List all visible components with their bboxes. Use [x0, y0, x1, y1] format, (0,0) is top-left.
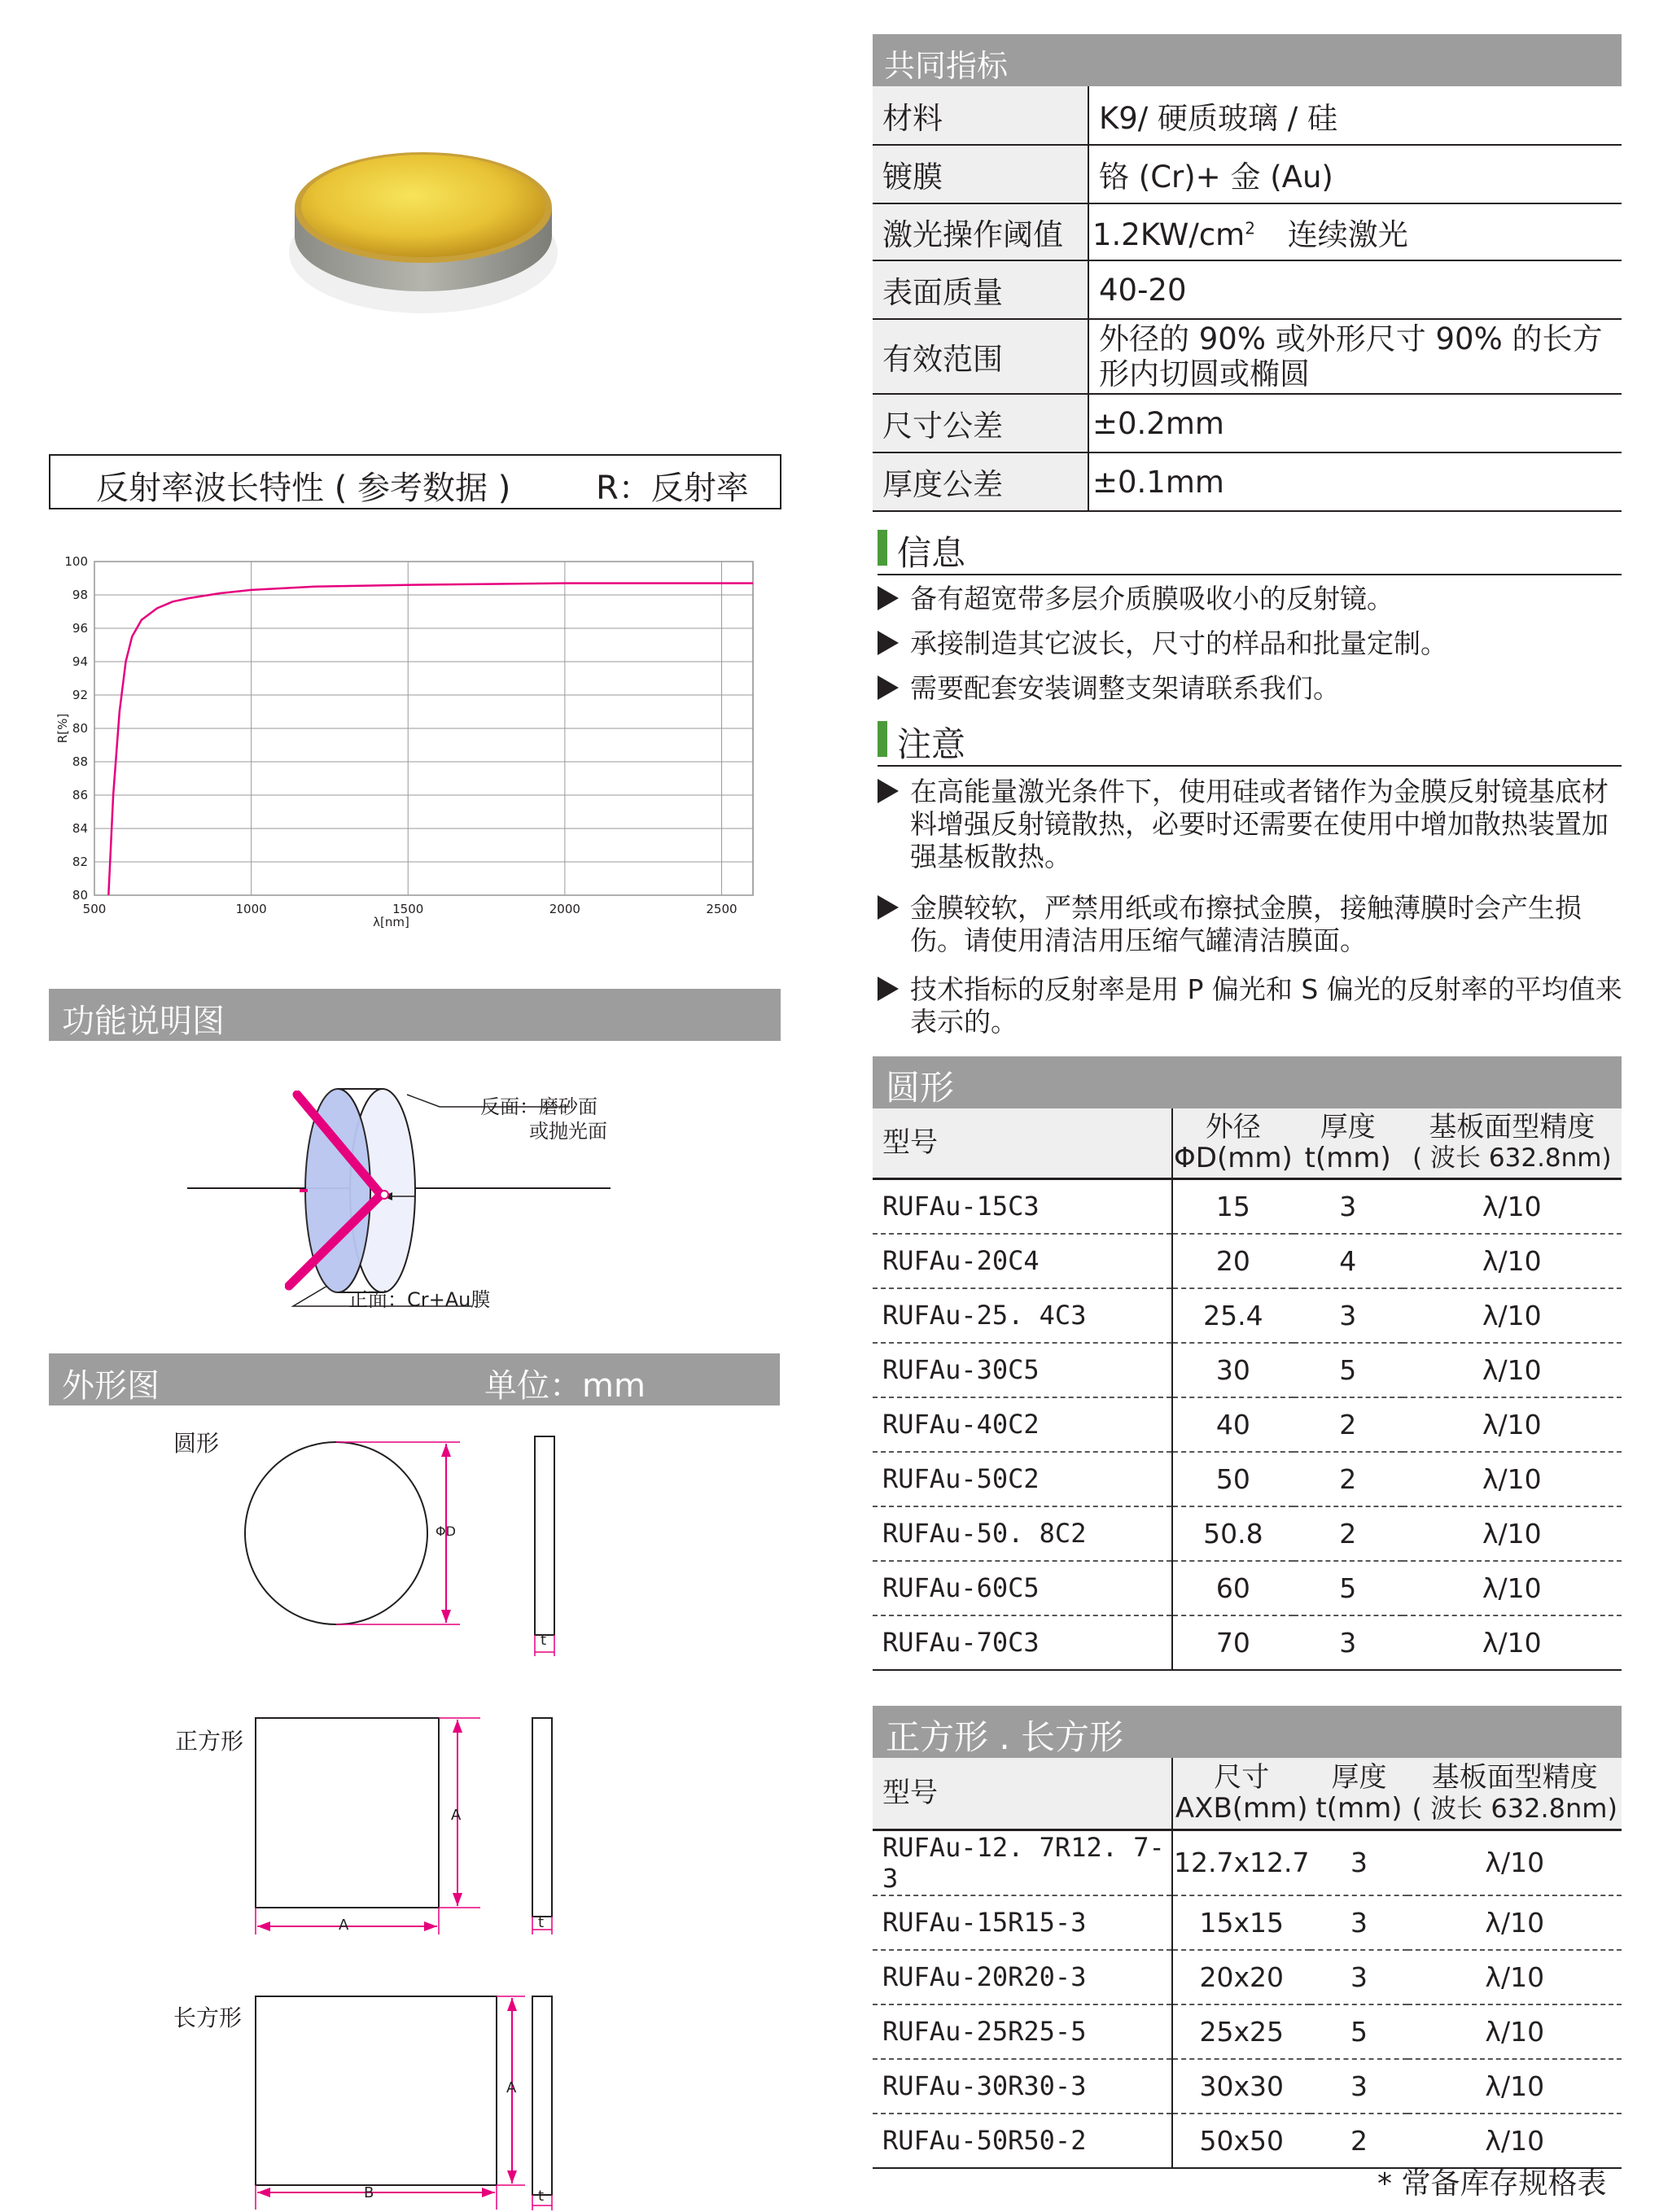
thickness-cell: 2: [1293, 1397, 1403, 1452]
flatness-cell: λ/10: [1407, 1950, 1622, 2004]
spec-key: 激光操作阈值: [873, 203, 1088, 260]
thickness-cell: 5: [1310, 2004, 1407, 2059]
y-tick-label: 82: [72, 855, 88, 869]
spec-key: 镀膜: [873, 145, 1088, 203]
threshold-exponent: 2: [1245, 218, 1255, 238]
spec-value: 40-20: [1088, 260, 1622, 319]
flatness-cell: λ/10: [1403, 1561, 1622, 1615]
model-cell: RUFAu-50R50-2: [873, 2114, 1172, 2168]
model-cell: RUFAu-50. 8C2: [873, 1506, 1172, 1561]
bullet-icon: [878, 631, 899, 655]
size-cell: 60: [1172, 1561, 1293, 1615]
thickness-cell: 3: [1293, 1615, 1403, 1670]
model-cell: RUFAu-60C5: [873, 1561, 1172, 1615]
common-spec-title: 共同指标: [884, 48, 1009, 84]
square-table-title: 正方形 . 长方形: [886, 1717, 1124, 1757]
rect-side-label-b: B: [364, 2184, 374, 2201]
spec-row: [873, 86, 1622, 145]
size-cell: 40: [1172, 1397, 1293, 1452]
table-row: [873, 1234, 1622, 1288]
spec-value: 外径的 90% 或外形尺寸 90% 的长方形内切圆或椭圆: [1088, 319, 1622, 394]
flatness-cell: λ/10: [1403, 1397, 1622, 1452]
table-row: [873, 1829, 1622, 1895]
thickness-cell: 3: [1310, 1895, 1407, 1950]
thickness-cell: 5: [1293, 1561, 1403, 1615]
bullet-icon: [878, 895, 899, 920]
note-item: [878, 973, 1626, 1038]
square-shape-label: 正方形: [175, 1728, 244, 1755]
x-tick-label: 2500: [706, 902, 738, 916]
square-header-row: [873, 1758, 1622, 1829]
bullet-icon: [878, 977, 899, 1001]
col-thickness-l2: t(mm): [1304, 1142, 1391, 1175]
col-diameter: [1172, 1108, 1293, 1178]
col-diameter-l1: 外径: [1205, 1111, 1261, 1144]
size-cell: 25x25: [1172, 2004, 1310, 2059]
size-cell: 20: [1172, 1234, 1293, 1288]
model-cell: RUFAu-25. 4C3: [873, 1288, 1172, 1343]
note-item: [878, 892, 1626, 957]
table-row: [873, 1397, 1622, 1452]
size-cell: 30x30: [1172, 2059, 1310, 2114]
col-thickness: [1293, 1108, 1403, 1178]
model-cell: RUFAu-40C2: [873, 1397, 1172, 1452]
y-tick-label: 100: [64, 554, 88, 569]
rect-side-label-a: A: [506, 2079, 517, 2096]
col-thickness-l1: 厚度: [1320, 1111, 1376, 1144]
table-row: [873, 1288, 1622, 1343]
flatness-cell: λ/10: [1407, 2114, 1622, 2168]
info-item: [878, 672, 1626, 705]
spec-key: 有效范围: [873, 319, 1088, 394]
col-flatness-l2: ( 波长 632.8nm): [1412, 1793, 1617, 1825]
spec-value: ±0.2mm: [1088, 394, 1622, 452]
col-flatness-l2: ( 波长 632.8nm): [1412, 1143, 1612, 1174]
x-tick-label: 2000: [549, 902, 580, 916]
thickness-cell: 5: [1293, 1343, 1403, 1397]
table-row: [873, 1561, 1622, 1615]
rect-shape-label: 长方形: [173, 2004, 243, 2031]
reflectance-legend: R：反射率: [596, 470, 749, 507]
bullet-icon: [878, 675, 899, 700]
spec-row: [873, 394, 1622, 452]
col-model: 型号: [873, 1108, 1172, 1178]
y-tick-label: 92: [72, 688, 88, 702]
threshold-mode: 连续激光: [1287, 217, 1408, 252]
x-axis-label: λ[nm]: [373, 915, 409, 929]
col-flatness-l1: 基板面型精度: [1429, 1111, 1596, 1144]
y-tick-label: 98: [72, 588, 88, 602]
model-cell: RUFAu-20R20-3: [873, 1950, 1172, 2004]
col-flatness: [1403, 1108, 1622, 1178]
y-tick-label: 88: [72, 754, 88, 769]
spec-row: [873, 260, 1622, 319]
y-tick-label: 80: [72, 721, 88, 736]
flatness-cell: λ/10: [1407, 2059, 1622, 2114]
reflectance-title-box: [49, 454, 781, 509]
model-cell: RUFAu-25R25-5: [873, 2004, 1172, 2059]
function-section-title: 功能说明图: [62, 1003, 225, 1040]
thickness-cell: 4: [1293, 1234, 1403, 1288]
thickness-cell: 3: [1293, 1288, 1403, 1343]
thickness-cell: 3: [1310, 1829, 1407, 1895]
x-tick-label: 500: [82, 902, 107, 916]
col-thickness-l1: 厚度: [1331, 1761, 1387, 1795]
model-cell: RUFAu-20C4: [873, 1234, 1172, 1288]
spec-row: [873, 452, 1622, 511]
common-spec-table: [873, 86, 1622, 512]
size-cell: 70: [1172, 1615, 1293, 1670]
rect-thickness-label: t: [538, 2188, 545, 2205]
table-row: [873, 2004, 1622, 2059]
table-row: [873, 1178, 1622, 1234]
size-cell: 50x50: [1172, 2114, 1310, 2168]
model-cell: RUFAu-50C2: [873, 1452, 1172, 1506]
model-cell: RUFAu-70C3: [873, 1615, 1172, 1670]
spec-value: ±0.1mm: [1088, 452, 1622, 511]
table-row: [873, 1343, 1622, 1397]
size-cell: 15: [1172, 1178, 1293, 1234]
col-flatness: [1407, 1758, 1622, 1829]
y-tick-label: 96: [72, 621, 88, 636]
info-text: 承接制造其它波长，尺寸的样品和批量定制。: [910, 627, 1447, 659]
table-row: [873, 2114, 1622, 2168]
info-item: [878, 627, 1626, 660]
outline-section-title: 外形图: [62, 1367, 160, 1405]
size-cell: 20x20: [1172, 1950, 1310, 2004]
stock-footnote: * 常备库存规格表: [1377, 2167, 1607, 2201]
thickness-cell: 2: [1310, 2114, 1407, 2168]
reflectance-title: 反射率波长特性 ( 参考数据 ): [96, 470, 511, 507]
outline-section-bar: [49, 1353, 780, 1405]
round-diameter-label: ΦD: [436, 1523, 456, 1539]
flatness-cell: λ/10: [1407, 1829, 1622, 1895]
size-cell: 30: [1172, 1343, 1293, 1397]
notes-section-head: [878, 715, 1622, 767]
outline-unit: 单位：mm: [484, 1367, 646, 1405]
thickness-cell: 2: [1293, 1506, 1403, 1561]
flatness-cell: λ/10: [1403, 1234, 1622, 1288]
notes-marker: [878, 721, 887, 757]
info-marker: [878, 530, 887, 566]
back-surface-label-2: 或抛光面: [529, 1120, 607, 1143]
info-text: 备有超宽带多层介质膜吸收小的反射镜。: [910, 583, 1394, 614]
table-row: [873, 1950, 1622, 2004]
round-header-row: [873, 1108, 1622, 1178]
col-diameter-l2: ΦD(mm): [1174, 1142, 1293, 1175]
notes-title: 注意: [897, 724, 966, 764]
common-spec-bar: [873, 34, 1622, 86]
table-row: [873, 2059, 1622, 2114]
model-cell: RUFAu-15C3: [873, 1178, 1172, 1234]
note-text: 技术指标的反射率是用 P 偏光和 S 偏光的反射率的平均值来表示的。: [910, 973, 1622, 1038]
model-cell: RUFAu-30C5: [873, 1343, 1172, 1397]
round-thickness-label: t: [541, 1632, 547, 1649]
square-side-label-h: A: [339, 1917, 349, 1934]
laser-beam: [285, 1091, 399, 1294]
size-cell: 15x15: [1172, 1895, 1310, 1950]
y-tick-label: 86: [72, 788, 88, 802]
flatness-cell: λ/10: [1407, 2004, 1622, 2059]
flatness-cell: λ/10: [1403, 1288, 1622, 1343]
y-tick-label: 94: [72, 654, 88, 669]
spec-key: 材料: [873, 86, 1088, 145]
col-size-l1: 尺寸: [1214, 1761, 1270, 1795]
thickness-cell: 3: [1310, 1950, 1407, 2004]
table-row: [873, 1895, 1622, 1950]
col-thickness-l2: t(mm): [1315, 1792, 1403, 1825]
square-side-label-v: A: [451, 1807, 462, 1824]
threshold-value: 1.2KW/cm: [1092, 217, 1245, 252]
round-outline-drawing: [236, 1432, 578, 1660]
model-cell: RUFAu-30R30-3: [873, 2059, 1172, 2114]
model-cell: RUFAu-15R15-3: [873, 1895, 1172, 1950]
y-axis-label: R[%]: [55, 713, 70, 744]
model-cell: RUFAu-12. 7R12. 7-3: [873, 1829, 1172, 1895]
square-thickness-label: t: [538, 1914, 545, 1931]
col-size-l2: AXB(mm): [1175, 1792, 1308, 1825]
bullet-icon: [878, 586, 899, 610]
y-tick-label: 80: [72, 888, 88, 903]
note-text: 金膜较软，严禁用纸或布擦拭金膜，接触薄膜时会产生损伤。请使用清洁用压缩气罐清洁膜面。: [910, 892, 1582, 956]
round-shape-label: 圆形: [173, 1430, 220, 1457]
front-surface-label: 正面：Cr+Au膜: [348, 1288, 491, 1311]
table-row: [873, 1506, 1622, 1561]
y-tick-label: 84: [72, 821, 88, 836]
x-tick-label: 1500: [392, 902, 424, 916]
col-model: 型号: [873, 1758, 1172, 1829]
back-surface-label-1: 反面：磨砂面: [480, 1095, 598, 1118]
flatness-cell: λ/10: [1403, 1343, 1622, 1397]
spec-row: [873, 203, 1622, 260]
round-table-bar: [873, 1056, 1622, 1108]
function-section-bar: [49, 989, 781, 1041]
col-thickness: [1310, 1758, 1407, 1829]
spec-key: 尺寸公差: [873, 394, 1088, 452]
flatness-cell: λ/10: [1403, 1615, 1622, 1670]
info-section-head: [878, 523, 1622, 575]
info-title: 信息: [897, 533, 966, 573]
info-item: [878, 583, 1626, 615]
size-cell: 50.8: [1172, 1506, 1293, 1561]
reflectance-chart: [33, 545, 765, 936]
info-text: 需要配套安装调整支架请联系我们。: [910, 672, 1340, 704]
square-products-table: [873, 1758, 1622, 2169]
spec-key: 厚度公差: [873, 452, 1088, 511]
note-item: [878, 776, 1626, 873]
spec-row: [873, 145, 1622, 203]
bullet-icon: [878, 779, 899, 803]
round-table-title: 圆形: [886, 1068, 955, 1108]
spec-value: 铬 (Cr)+ 金 (Au): [1088, 145, 1622, 203]
rect-outline-drawing: [244, 1986, 570, 2212]
size-cell: 25.4: [1172, 1288, 1293, 1343]
flatness-cell: λ/10: [1403, 1506, 1622, 1561]
col-size: [1172, 1758, 1310, 1829]
flatness-cell: λ/10: [1407, 1895, 1622, 1950]
round-products-table: [873, 1108, 1622, 1671]
col-flatness-l1: 基板面型精度: [1431, 1761, 1598, 1795]
size-cell: 50: [1172, 1452, 1293, 1506]
table-row: [873, 1452, 1622, 1506]
table-row: [873, 1615, 1622, 1670]
flatness-cell: λ/10: [1403, 1178, 1622, 1234]
mirror-product-image: [277, 130, 570, 326]
spec-row: [873, 319, 1622, 394]
spec-value: K9/ 硬质玻璃 / 硅: [1088, 86, 1622, 145]
note-text: 在高能量激光条件下，使用硅或者锗作为金膜反射镜基底材料增强反射镜散热，必要时还需要在使用中增加散热装置加强基板散热。: [910, 776, 1609, 872]
spec-key: 表面质量: [873, 260, 1088, 319]
flatness-cell: λ/10: [1403, 1452, 1622, 1506]
spec-value-threshold: [1088, 203, 1622, 260]
size-cell: 12.7x12.7: [1172, 1829, 1310, 1895]
thickness-cell: 3: [1293, 1178, 1403, 1234]
x-tick-label: 1000: [235, 902, 267, 916]
square-outline-drawing: [244, 1713, 570, 1941]
thickness-cell: 2: [1293, 1452, 1403, 1506]
thickness-cell: 3: [1310, 2059, 1407, 2114]
square-table-bar: [873, 1706, 1622, 1758]
